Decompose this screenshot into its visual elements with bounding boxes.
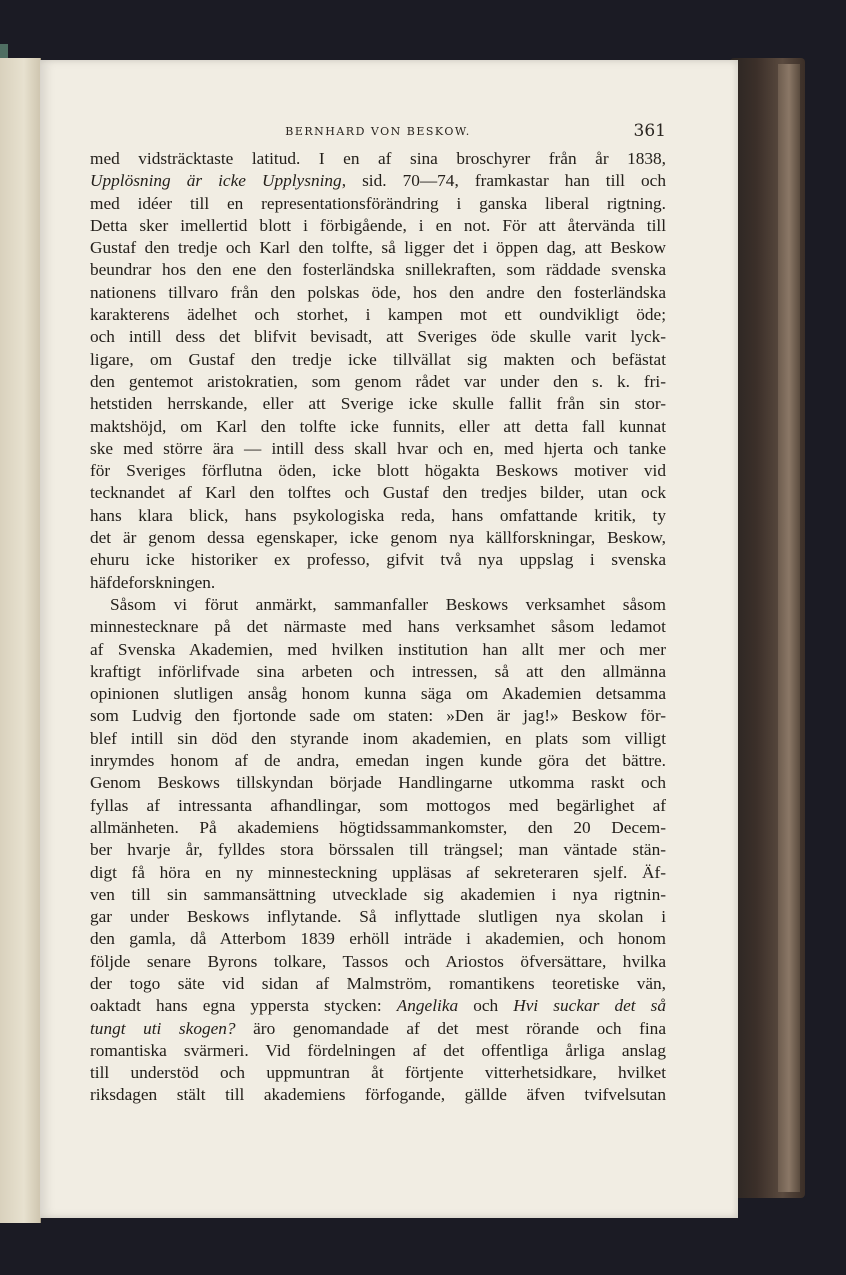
- text-line: det är genom dessa egenskaper, icke genom nya källforskningar, Beskow,: [90, 528, 666, 548]
- text-line: fyllas af intressanta afhandlingar, som mottogos med begärlighet af: [90, 795, 666, 815]
- text-line: oaktadt hans egna yppersta stycken: Angelika och Hvi suckar det så: [90, 996, 667, 1016]
- text-line: gar under Beskows inflytande. Så inflyttade slutligen nya skolan i: [90, 907, 666, 927]
- text-line: tungt uti skogen? äro genomandade af det mest rörande och fina: [90, 1018, 666, 1038]
- text-line: som Ludvig den fjortonde sade om staten: »Den är jag!» Beskow för-: [90, 706, 666, 726]
- italic-title: tungt uti skogen?: [90, 1018, 236, 1038]
- text-line: blef intill sin död den styrande inom akademien, en plats som villigt: [90, 728, 666, 748]
- italic-title: Upplösning är icke Upplysning: [90, 171, 342, 191]
- text-line: följde senare Byrons tolkare, Tassos och Ariostos öfversättare, hvilka: [90, 951, 666, 971]
- text-line: Detta sker imellertid blott i förbigående, i en not. För att återvända till: [90, 215, 666, 235]
- text-line: Gustaf den tredje och Karl den tolfte, så ligger det i öppen dag, att Beskow: [90, 238, 666, 258]
- text-line: Genom Beskows tillskyndan började Handlingarne utkomma raskt och: [90, 773, 666, 793]
- text-line: ven till sin sammansättning utvecklade sig akademien i nya rigtnin-: [90, 884, 666, 904]
- text-line: ber hvarje år, fylldes stora börssalen till trängsel; man väntade stän-: [90, 840, 666, 860]
- book-spine: [778, 64, 800, 1192]
- text-line: af Svenska Akademien, med hvilken institution han allt mer och mer: [90, 639, 666, 659]
- text-line: med idéer till en representationsförändring i ganska liberal rigtning.: [90, 193, 666, 213]
- text-line: Såsom vi förut anmärkt, sammanfaller Beskows verksamhet såsom: [110, 594, 666, 614]
- body-text: [90, 148, 666, 1107]
- text-line: romantiska svärmeri. Vid fördelningen af det offentliga årliga anslag: [90, 1040, 666, 1060]
- text-line: digt få höra en ny minnesteckning uppläsas af sekreteraren sjelf. Äf-: [90, 862, 666, 882]
- text-line: till understöd och uppmuntran åt förtjente vitterhetsidkare, hvilket: [90, 1063, 666, 1083]
- text-line: Upplösning är icke Upplysning, sid. 70—74, framkastar han till och: [90, 171, 666, 191]
- text-line: maktshöjd, om Karl den tolfte icke funnits, eller att detta fall kunnat: [90, 416, 666, 436]
- text-line: häfdeforskningen.: [90, 572, 216, 592]
- page-header: [90, 121, 666, 143]
- text-line: tecknandet af Karl den tolftes och Gustaf den tredjes bilder, utan ock: [90, 483, 666, 503]
- text-line: riksdagen stält till akademiens förfogande, gällde äfven tvifvelsutan: [90, 1085, 666, 1105]
- text-line: hetstiden herrskande, eller att Sverige icke skulle fallit från sin stor-: [90, 394, 666, 414]
- text-line: kraftigt införlifvade sina arbeten och intressen, så att den allmänna: [90, 661, 666, 681]
- facing-page-edge: [0, 58, 41, 1223]
- text-line: der togo säte vid sidan af Malmström, romantikens teoretiske vän,: [90, 973, 666, 993]
- italic-title: Angelika: [396, 996, 459, 1016]
- text-line: ligare, om Gustaf den tredje icke tillvällat sig makten och befästat: [90, 349, 666, 369]
- page-number: 361: [633, 121, 666, 141]
- text-line: och intill dess det blifvit bevisadt, att Sveriges öde skulle varit lyck-: [90, 327, 666, 347]
- text-line: beundrar hos den ene den fosterländska snillekraften, som räddade svenska: [90, 260, 666, 280]
- text-line: nationens tillvaro från den polskas öde, hos den andre den fosterländska: [90, 282, 666, 302]
- text-line: allmänheten. På akademiens högtidssammankomster, den 20 Decem-: [90, 817, 666, 837]
- text-line: ske med större ära — intill dess skall hvar och en, med hjerta och tanke: [90, 438, 666, 458]
- text-line: minnestecknare på det närmaste med hans verksamhet såsom ledamot: [90, 617, 666, 637]
- text-line: hans klara blick, hans psykologiska reda, hans omfattande kritik, ty: [90, 505, 666, 525]
- text-line: den gentemot aristokratien, som genom rådet var under den s. k. fri-: [90, 371, 666, 391]
- text-line: opinionen slutligen ansåg honom kunna säga om Akademien detsamma: [90, 684, 666, 704]
- text-line: den gamla, då Atterbom 1839 erhöll inträde i akademien, och honom: [90, 929, 666, 949]
- running-head: BERNHARD VON BESKOW.: [285, 125, 471, 138]
- text-line: karakterens ädelhet och storhet, i kampen mot ett oundvikligt öde;: [90, 305, 666, 325]
- text-line: med vidsträcktaste latitud. I en af sina broschyrer från år 1838,: [90, 149, 666, 168]
- text-line: för Sveriges förflutna öden, icke blott högakta Beskows motiver vid: [90, 461, 666, 481]
- italic-title: Hvi suckar det så: [513, 996, 667, 1016]
- text-line: ehuru icke historiker ex professo, gifvit två nya uppslag i svenska: [90, 550, 666, 570]
- text-line: inrymdes honom af de andra, emedan ingen kunde göra det bättre.: [90, 751, 666, 771]
